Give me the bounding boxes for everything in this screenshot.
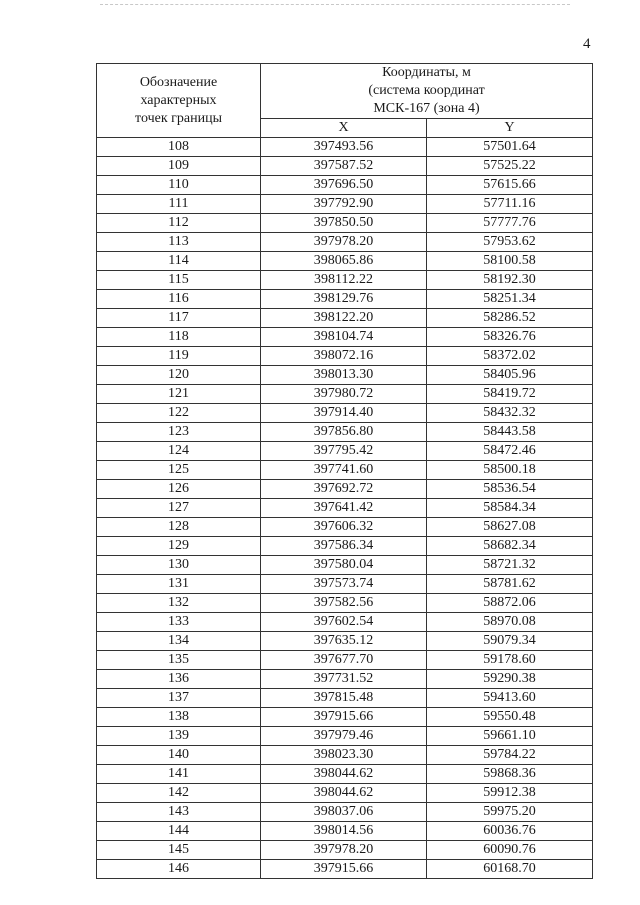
header-coordinates-label xyxy=(261,64,593,119)
table-row xyxy=(97,518,593,537)
point-id-cell: 142 xyxy=(97,784,261,803)
point-id-cell: 141 xyxy=(97,765,261,784)
table-body xyxy=(97,138,593,879)
y-coordinate-cell: 59178.60 xyxy=(427,651,593,670)
x-coordinate-cell: 397978.20 xyxy=(261,233,427,252)
x-coordinate-cell: 397635.12 xyxy=(261,632,427,651)
table-row xyxy=(97,366,593,385)
point-id-cell: 135 xyxy=(97,651,261,670)
table-row xyxy=(97,252,593,271)
point-id-cell: 134 xyxy=(97,632,261,651)
x-coordinate-cell: 397696.50 xyxy=(261,176,427,195)
x-coordinate-cell: 397606.32 xyxy=(261,518,427,537)
x-coordinate-cell: 397573.74 xyxy=(261,575,427,594)
page-number: 4 xyxy=(583,36,591,52)
header-y: Y xyxy=(427,119,593,138)
table-row xyxy=(97,290,593,309)
point-id-cell: 120 xyxy=(97,366,261,385)
y-coordinate-cell: 59912.38 xyxy=(427,784,593,803)
x-coordinate-cell: 398112.22 xyxy=(261,271,427,290)
table-row xyxy=(97,537,593,556)
table-row xyxy=(97,632,593,651)
y-coordinate-cell: 58286.52 xyxy=(427,309,593,328)
y-coordinate-cell: 58326.76 xyxy=(427,328,593,347)
point-id-cell: 146 xyxy=(97,860,261,879)
table-row xyxy=(97,841,593,860)
point-id-cell: 127 xyxy=(97,499,261,518)
y-coordinate-cell: 58584.34 xyxy=(427,499,593,518)
header-coord-line: Координаты, м xyxy=(382,65,471,80)
table-row xyxy=(97,480,593,499)
point-id-cell: 137 xyxy=(97,689,261,708)
header-x: X xyxy=(261,119,427,138)
x-coordinate-cell: 398014.56 xyxy=(261,822,427,841)
x-coordinate-cell: 397914.40 xyxy=(261,404,427,423)
table-row xyxy=(97,689,593,708)
table-row xyxy=(97,613,593,632)
point-id-cell: 122 xyxy=(97,404,261,423)
y-coordinate-cell: 58781.62 xyxy=(427,575,593,594)
point-id-cell: 124 xyxy=(97,442,261,461)
x-coordinate-cell: 397792.90 xyxy=(261,195,427,214)
header-point-line: Обозначение xyxy=(139,74,218,90)
point-id-cell: 139 xyxy=(97,727,261,746)
y-coordinate-cell: 58970.08 xyxy=(427,613,593,632)
x-coordinate-cell: 398013.30 xyxy=(261,366,427,385)
table-row xyxy=(97,765,593,784)
table-row xyxy=(97,347,593,366)
table-row xyxy=(97,233,593,252)
point-id-cell: 144 xyxy=(97,822,261,841)
x-coordinate-cell: 397795.42 xyxy=(261,442,427,461)
y-coordinate-cell: 57953.62 xyxy=(427,233,593,252)
y-coordinate-cell: 58372.02 xyxy=(427,347,593,366)
point-id-cell: 130 xyxy=(97,556,261,575)
table-row xyxy=(97,309,593,328)
point-id-cell: 115 xyxy=(97,271,261,290)
header-point-line: точек границы xyxy=(135,110,222,126)
x-coordinate-cell: 397731.52 xyxy=(261,670,427,689)
point-id-cell: 125 xyxy=(97,461,261,480)
point-id-cell: 140 xyxy=(97,746,261,765)
x-coordinate-cell: 397856.80 xyxy=(261,423,427,442)
y-coordinate-cell: 57501.64 xyxy=(427,138,593,157)
table-row xyxy=(97,594,593,613)
y-coordinate-cell: 58536.54 xyxy=(427,480,593,499)
point-id-cell: 110 xyxy=(97,176,261,195)
table-row xyxy=(97,746,593,765)
y-coordinate-cell: 58432.32 xyxy=(427,404,593,423)
y-coordinate-cell: 58872.06 xyxy=(427,594,593,613)
point-id-cell: 128 xyxy=(97,518,261,537)
table-row xyxy=(97,803,593,822)
header-point-label xyxy=(97,64,261,138)
x-coordinate-cell: 397692.72 xyxy=(261,480,427,499)
table-row xyxy=(97,651,593,670)
point-id-cell: 111 xyxy=(97,195,261,214)
y-coordinate-cell: 58419.72 xyxy=(427,385,593,404)
y-coordinate-cell: 59290.38 xyxy=(427,670,593,689)
x-coordinate-cell: 398044.62 xyxy=(261,784,427,803)
table-row xyxy=(97,176,593,195)
point-id-cell: 131 xyxy=(97,575,261,594)
x-coordinate-cell: 397915.66 xyxy=(261,708,427,727)
x-coordinate-cell: 398122.20 xyxy=(261,309,427,328)
table-row xyxy=(97,442,593,461)
x-coordinate-cell: 398044.62 xyxy=(261,765,427,784)
table-row xyxy=(97,822,593,841)
y-coordinate-cell: 58682.34 xyxy=(427,537,593,556)
y-coordinate-cell: 58500.18 xyxy=(427,461,593,480)
y-coordinate-cell: 58405.96 xyxy=(427,366,593,385)
y-coordinate-cell: 59868.36 xyxy=(427,765,593,784)
y-coordinate-cell: 57711.16 xyxy=(427,195,593,214)
x-coordinate-cell: 397815.48 xyxy=(261,689,427,708)
x-coordinate-cell: 397677.70 xyxy=(261,651,427,670)
y-coordinate-cell: 57615.66 xyxy=(427,176,593,195)
table-row xyxy=(97,404,593,423)
y-coordinate-cell: 59784.22 xyxy=(427,746,593,765)
x-coordinate-cell: 397602.54 xyxy=(261,613,427,632)
x-coordinate-cell: 398065.86 xyxy=(261,252,427,271)
point-id-cell: 133 xyxy=(97,613,261,632)
table-row xyxy=(97,556,593,575)
y-coordinate-cell: 58100.58 xyxy=(427,252,593,271)
point-id-cell: 132 xyxy=(97,594,261,613)
y-coordinate-cell: 57525.22 xyxy=(427,157,593,176)
table-row xyxy=(97,328,593,347)
header-coord-line: МСК-167 (зона 4) xyxy=(373,101,480,116)
coordinates-table xyxy=(96,63,593,879)
header-point-line: характерных xyxy=(140,92,217,108)
x-coordinate-cell: 397586.34 xyxy=(261,537,427,556)
y-coordinate-cell: 57777.76 xyxy=(427,214,593,233)
x-coordinate-cell: 397741.60 xyxy=(261,461,427,480)
point-id-cell: 117 xyxy=(97,309,261,328)
point-id-cell: 126 xyxy=(97,480,261,499)
table-row xyxy=(97,157,593,176)
point-id-cell: 119 xyxy=(97,347,261,366)
table-row xyxy=(97,423,593,442)
table-row xyxy=(97,575,593,594)
x-coordinate-cell: 398104.74 xyxy=(261,328,427,347)
point-id-cell: 129 xyxy=(97,537,261,556)
table-row xyxy=(97,271,593,290)
y-coordinate-cell: 58443.58 xyxy=(427,423,593,442)
x-coordinate-cell: 397641.42 xyxy=(261,499,427,518)
point-id-cell: 112 xyxy=(97,214,261,233)
x-coordinate-cell: 397582.56 xyxy=(261,594,427,613)
x-coordinate-cell: 398129.76 xyxy=(261,290,427,309)
y-coordinate-cell: 59975.20 xyxy=(427,803,593,822)
y-coordinate-cell: 58472.46 xyxy=(427,442,593,461)
y-coordinate-cell: 59661.10 xyxy=(427,727,593,746)
y-coordinate-cell: 60036.76 xyxy=(427,822,593,841)
point-id-cell: 136 xyxy=(97,670,261,689)
table-row xyxy=(97,708,593,727)
table-row xyxy=(97,214,593,233)
x-coordinate-cell: 397587.52 xyxy=(261,157,427,176)
x-coordinate-cell: 397979.46 xyxy=(261,727,427,746)
y-coordinate-cell: 59079.34 xyxy=(427,632,593,651)
x-coordinate-cell: 398023.30 xyxy=(261,746,427,765)
y-coordinate-cell: 60090.76 xyxy=(427,841,593,860)
point-id-cell: 109 xyxy=(97,157,261,176)
table-row xyxy=(97,860,593,879)
x-coordinate-cell: 397980.72 xyxy=(261,385,427,404)
point-id-cell: 121 xyxy=(97,385,261,404)
x-coordinate-cell: 397850.50 xyxy=(261,214,427,233)
x-coordinate-cell: 397580.04 xyxy=(261,556,427,575)
point-id-cell: 143 xyxy=(97,803,261,822)
table-row xyxy=(97,727,593,746)
table-row xyxy=(97,385,593,404)
x-coordinate-cell: 398072.16 xyxy=(261,347,427,366)
table-row xyxy=(97,195,593,214)
x-coordinate-cell: 397978.20 xyxy=(261,841,427,860)
x-coordinate-cell: 398037.06 xyxy=(261,803,427,822)
table-row xyxy=(97,461,593,480)
x-coordinate-cell: 397493.56 xyxy=(261,138,427,157)
point-id-cell: 118 xyxy=(97,328,261,347)
y-coordinate-cell: 58251.34 xyxy=(427,290,593,309)
y-coordinate-cell: 60168.70 xyxy=(427,860,593,879)
table-row xyxy=(97,138,593,157)
table-row xyxy=(97,670,593,689)
point-id-cell: 138 xyxy=(97,708,261,727)
header-coord-line: (система координат xyxy=(368,83,485,98)
point-id-cell: 123 xyxy=(97,423,261,442)
y-coordinate-cell: 59550.48 xyxy=(427,708,593,727)
point-id-cell: 114 xyxy=(97,252,261,271)
point-id-cell: 108 xyxy=(97,138,261,157)
point-id-cell: 145 xyxy=(97,841,261,860)
y-coordinate-cell: 58192.30 xyxy=(427,271,593,290)
y-coordinate-cell: 58721.32 xyxy=(427,556,593,575)
y-coordinate-cell: 58627.08 xyxy=(427,518,593,537)
x-coordinate-cell: 397915.66 xyxy=(261,860,427,879)
table-row xyxy=(97,499,593,518)
point-id-cell: 116 xyxy=(97,290,261,309)
y-coordinate-cell: 59413.60 xyxy=(427,689,593,708)
point-id-cell: 113 xyxy=(97,233,261,252)
scan-edge-line xyxy=(100,4,570,5)
table-row xyxy=(97,784,593,803)
